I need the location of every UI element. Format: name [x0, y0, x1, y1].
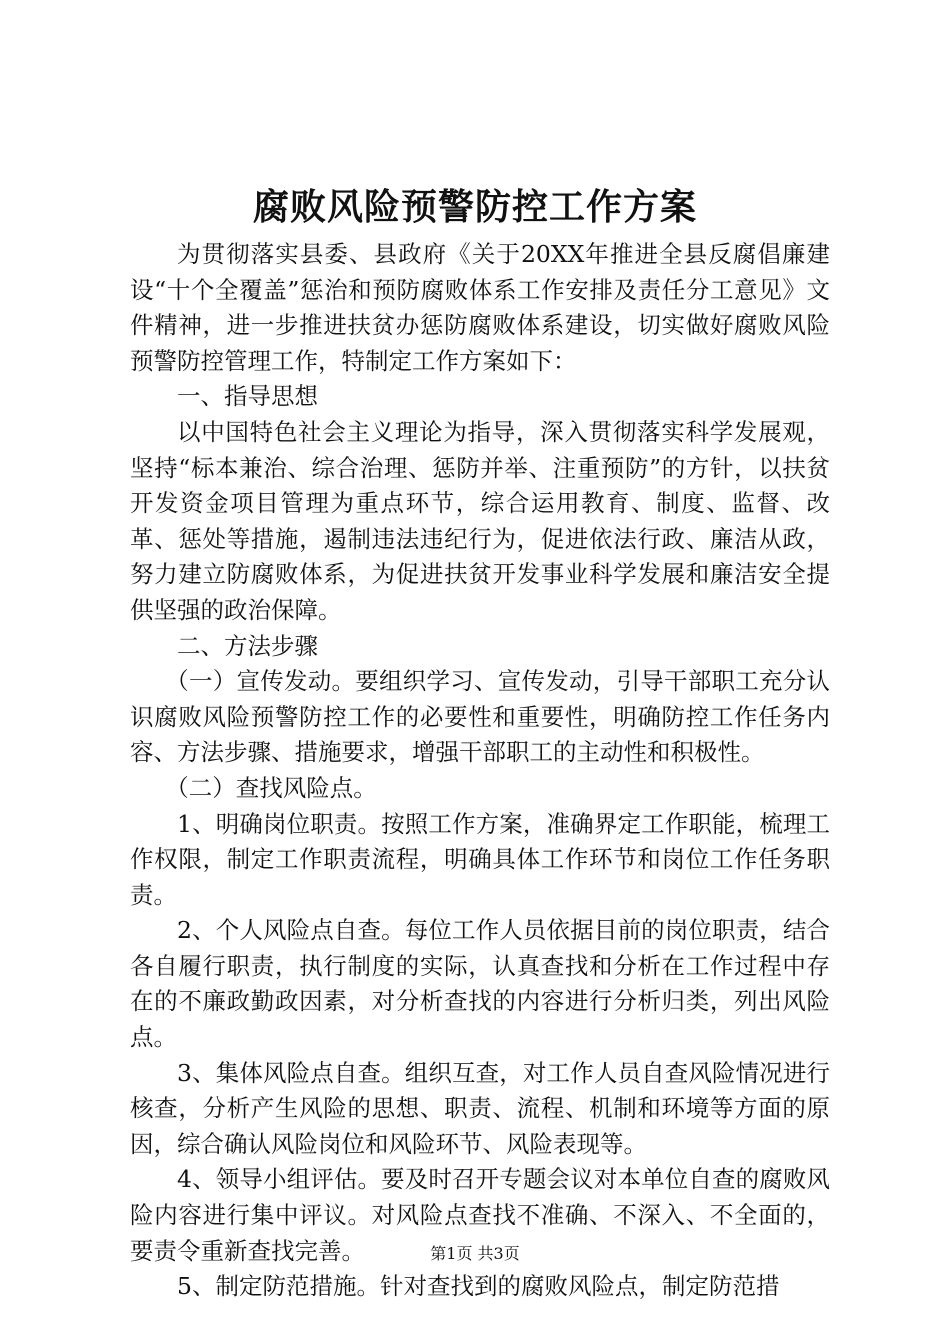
section-heading-method-steps: 二、方法步骤 — [177, 631, 318, 660]
item-3-paragraph: 3、集体风险点自查。组织互查，对工作人员自查风险情况进行核查，分析产生风险的思想、职责、流程、机制和环境等方面的原因，综合确认风险岗位和风险环节、风险表现等。 — [130, 1058, 830, 1158]
item-4-paragraph: 4、领导小组评估。要及时召开专题会议对本单位自查的腐败风险内容进行集中评议。对风险点查找不准确、不深入、不全面的，要责令重新查找完善。 — [130, 1165, 830, 1265]
section-heading-guiding-ideology: 一、指导思想 — [177, 382, 318, 411]
document-title: 腐败风险预警防控工作方案 — [252, 186, 697, 228]
step-publicity-paragraph: （一）宣传发动。要组织学习、宣传发动，引导干部职工充分认识腐败风险预警防控工作的必要性和重要性，明确防控工作任务内容、方法步骤、措施要求，增强干部职工的主动性和积极性。 — [130, 667, 830, 767]
page-footer: 第1页 共3页 — [430, 1244, 520, 1263]
guiding-ideology-paragraph: 以中国特色社会主义理论为指导，深入贯彻落实科学发展观，坚持“标本兼治、综合治理、惩防并举、注重预防”的方针，以扶贫开发资金项目管理为重点环节，综合运用教育、制度、监督、改革、惩处等措施，遏制违法违纪行为，促进依法行政、廉洁从政，努力建立防腐败体系，为促进扶贫开发事业科学发展和廉洁安全提供坚强的政治保障。 — [130, 417, 830, 624]
item-2-paragraph: 2、个人风险点自查。每位工作人员依据目前的岗位职责，结合各自履行职责，执行制度的实际，认真查找和分析在工作过程中存在的不廉政勤政因素，对分析查找的内容进行分析归类，列出风险点。 — [130, 916, 830, 1052]
document-body — [130, 237, 830, 1305]
subheading-find-risk-points: （二）查找风险点。 — [165, 773, 377, 802]
item-1-paragraph: 1、明确岗位职责。按照工作方案，准确界定工作职能，梳理工作权限，制定工作职责流程，明确具体工作环节和岗位工作任务职责。 — [130, 809, 830, 909]
item-5-paragraph: 5、制定防范措施。针对查找到的腐败风险点，制定防范措 — [177, 1272, 780, 1301]
intro-paragraph: 为贯彻落实县委、县政府《关于20XX年推进全县反腐倡廉建设“十个全覆盖”惩治和预防腐败体系工作安排及责任分工意见》文件精神，进一步推进扶贫办惩防腐败体系建设，切实做好腐败风险预警防控管理工作，特制定工作方案如下： — [130, 240, 830, 375]
